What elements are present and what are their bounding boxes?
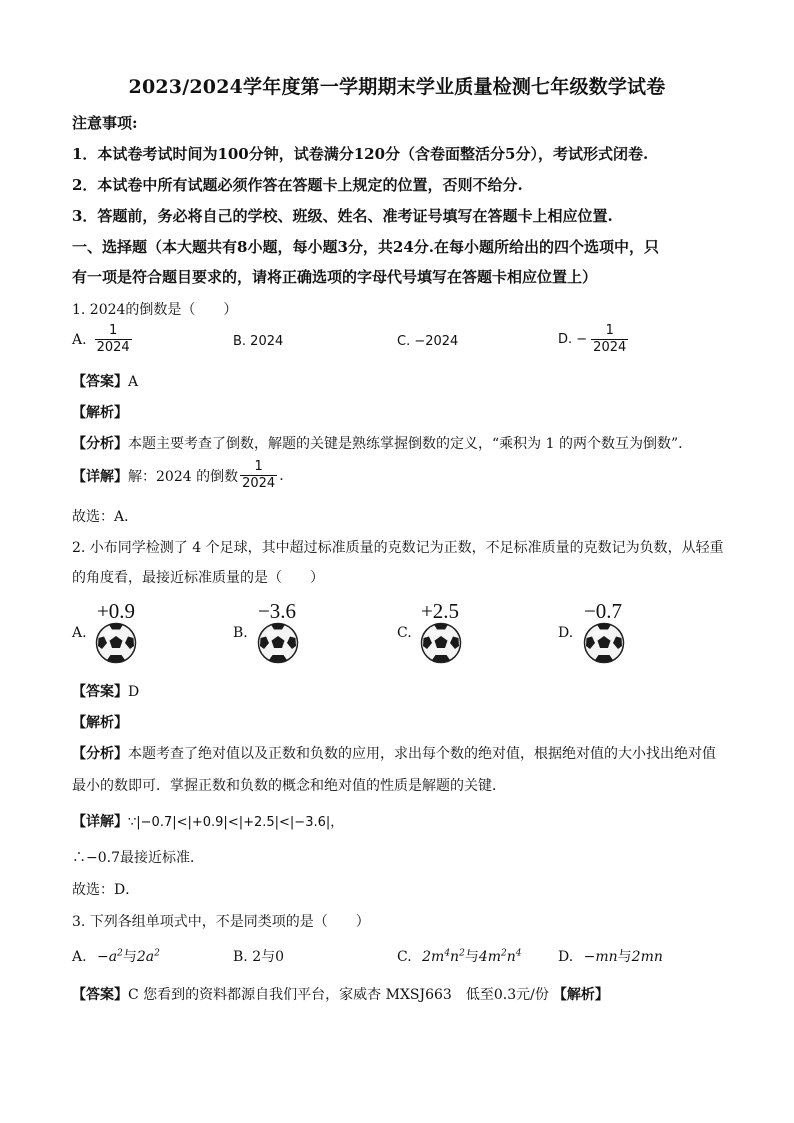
q2-answer-value: D (128, 684, 140, 700)
q3-answer-line: C 您看到的资料都源自我们平台，家威杏 MXSJ663 低至0.3元/份 (128, 987, 549, 1003)
q1-analysis-text: 本题主要考查了倒数，解题的关键是熟练掌握倒数的定义，“乘积为 1 的两个数互为倒数”. (128, 436, 683, 452)
q1-analysis (72, 433, 683, 453)
q1-detail-denominator: 2024 (242, 476, 276, 491)
soccer-ball-icon (95, 622, 137, 664)
q3-option-d (558, 946, 663, 966)
q3-answer-tag: 【答案】 (72, 987, 128, 1003)
q2-answer (72, 681, 139, 701)
q2-answer-tag: 【答案】 (72, 684, 128, 700)
notice-heading: 注意事项: (72, 114, 138, 132)
q3-option-c-expr1: $2m^4n^2$ (422, 948, 465, 965)
q1-answer-tag: 【答案】 (72, 374, 128, 390)
q1-answer (72, 371, 138, 391)
q3-option-a-expr1: $-a^2$ (97, 948, 123, 965)
q2-analysis-line1 (72, 743, 716, 763)
q1-option-a (72, 323, 134, 356)
q1-d-denominator: 2024 (593, 340, 627, 355)
q2-option-c-label: C. (397, 625, 412, 641)
q1-option-a-label: A. (72, 331, 87, 348)
section1-line2: 有一项是符合题目要求的，请将正确选项的字母代号填写在答题卡相应位置上） (72, 268, 598, 286)
q1-detail-post: . (279, 467, 284, 484)
q2-option-c-value: +2.5 (420, 599, 460, 623)
q3-option-a-label: A. (72, 949, 87, 965)
q1-a-denominator: 2024 (96, 340, 130, 355)
q1-detail-tag: 【详解】 (72, 468, 128, 485)
q2-detail-text: ∵|−0.7|<|+0.9|<|+2.5|<|−3.6|， (128, 815, 344, 830)
q2-choose: 故选：D． (72, 882, 140, 898)
q2-analysis-tag: 【分析】 (72, 746, 128, 762)
q2-option-b-value: −3.6 (257, 599, 297, 623)
soccer-ball-icon (420, 622, 462, 664)
notice-item-3: 3．答题前，务必将自己的学校、班级、姓名、准考证号填写在答题卡上相应位置. (72, 207, 613, 225)
q2-jiexi: 【解析】 (72, 715, 128, 731)
q2-analysis-line2: 最小的数即可．掌握正数和负数的概念和绝对值的性质是解题的关键． (72, 778, 506, 794)
q1-d-numerator: 1 (605, 323, 614, 338)
q1-option-d-label: D. − (558, 332, 588, 347)
q3-option-a-yu: 与 (122, 949, 137, 965)
q3-option-d-yu: 与 (617, 949, 632, 965)
q3-option-d-expr1: −mn (583, 949, 618, 965)
q1-answer-value: A (128, 374, 139, 390)
q1-option-b: B. 2024 (233, 334, 284, 349)
q2-detail-tag: 【详解】 (72, 814, 128, 830)
q3-answer (72, 984, 609, 1004)
q1-detail (72, 459, 284, 492)
q3-option-c-label: C. (397, 949, 412, 965)
q1-stem: 1. 2024的倒数是（ ） (72, 302, 238, 318)
q1-option-a-fraction (95, 323, 132, 356)
q3-option-a-expr2: $2a^2$ (136, 948, 160, 965)
q3-option-a (72, 946, 160, 966)
q2-detail (72, 811, 343, 831)
q2-option-b-label: B. (233, 625, 248, 641)
notice-item-1: 1．本试卷考试时间为100分钟，试卷满分120分（含卷面整活分5分），考试形式闭卷. (72, 145, 649, 163)
q1-analysis-tag: 【分析】 (72, 436, 128, 452)
q1-detail-numerator: 1 (254, 459, 263, 474)
q1-option-d (558, 323, 630, 356)
q3-option-c-expr2: $4m^2n^4$ (478, 948, 522, 965)
section1-line1: 一、选择题（本大题共有8小题，每小题3分，共24分.在每小题所给出的四个选项中，只 (72, 238, 659, 256)
soccer-ball-icon (257, 622, 299, 664)
q3-option-d-expr2: 2mn (631, 949, 663, 965)
q2-stem-line1: 2. 小布同学检测了 4 个足球，其中超过标准质量的克数记为正数，不足标准质量的克数记为负数，从轻重 (72, 540, 724, 556)
q2-option-d-label: D. (558, 625, 574, 641)
q2-option-a-value: +0.9 (96, 599, 136, 623)
soccer-ball-icon (583, 622, 625, 664)
q3-option-c (397, 946, 522, 966)
q1-option-c: C. −2024 (397, 334, 459, 349)
q1-a-numerator: 1 (108, 323, 118, 338)
page-title: 2023/2024学年度第一学期期末学业质量检测七年级数学试卷 (128, 76, 666, 98)
q1-jiexi: 【解析】 (72, 405, 128, 421)
q1-detail-fraction (240, 459, 277, 492)
q1-choose: 故选：A． (72, 509, 139, 525)
q1-detail-pre: 解：2024 的倒数 (128, 468, 239, 485)
q1-option-d-fraction (591, 323, 628, 356)
q2-option-a-label: A. (72, 625, 87, 641)
q2-option-d-value: −0.7 (583, 599, 623, 623)
q2-therefore: ∴−0.7最接近标准． (72, 850, 204, 866)
q2-stem-line2: 的角度看，最接近标准质量的是（ ） (72, 570, 324, 586)
q3-option-d-label: D. (558, 949, 574, 965)
notice-item-2: 2．本试卷中所有试题必须作答在答题卡上规定的位置，否则不给分. (72, 176, 523, 194)
q3-stem: 3. 下列各组单项式中，不是同类项的是（ ） (72, 914, 370, 930)
q3-jiexi: 【解析】 (552, 987, 609, 1003)
q2-analysis-text1: 本题考查了绝对值以及正数和负数的应用，求出每个数的绝对值，根据绝对值的大小找出绝对值 (128, 746, 716, 762)
q3-option-b: B. 2与0 (233, 949, 285, 965)
q3-option-c-yu: 与 (464, 949, 479, 965)
